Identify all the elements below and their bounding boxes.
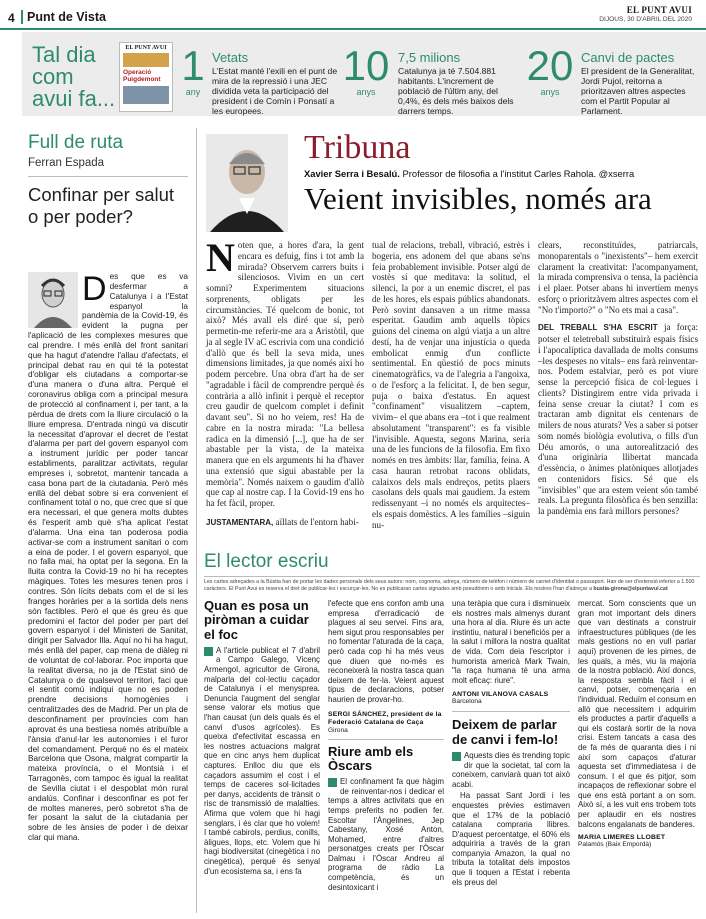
tal-dia-2-text: Catalunya ja té 7.504.881 habitants. L'increment de població de l'últim any, del 0,4%, és dels més baixos dels darrers temps.	[398, 66, 514, 116]
tal-dia-title-1: Tal dia	[32, 42, 96, 67]
letter-1-sig: SERGI SÁNCHEZ, president de la Federació Catalana de Caça	[328, 710, 442, 726]
tal-dia-3-text: El president de la Generalitat, Jordi Pujol, reitorna a prioritzaven altres aspectes com el Partit Popular al Parlament.	[581, 66, 695, 116]
author-photo-icon	[206, 134, 288, 232]
tal-dia-2-title: 7,5 milions	[398, 50, 461, 65]
column-rule	[28, 176, 188, 177]
tribuna-col3-rest	[538, 322, 698, 517]
page-header	[0, 0, 706, 28]
letters-col-2	[328, 599, 444, 892]
letter-3-place: Palamós (Baix Empordà)	[578, 841, 652, 849]
letter-3-body: Ha passat Sant Jordi i les enquestes prèvies estimaven que el 17% de la població catalana compraria llibres. D'aquest percentatge, el 60% els adquiriria a través de la gran companyia Amazon, la qual no tributa la totalitat dels impostos que li toquen a l'Estat i rebenta els preus del	[452, 791, 570, 887]
letter-1-lead: A l'article publicat el 7 d'abril a Campo Galego, Vicenç Armengol, agricultor de Girona, malparla del col·lectiu caçador de Catalunya i el menysprea. Denuncia l'augment del senglar sense valorar els motius que l'han causat (un dels quals és el canvi d'usos agrícoles). Es queixa d'efectivitat escassa en les nostres actuacions malgrat que en cinc anys hem duplicat captures. Enlloc diu que els caçadors assumim el cost i el temps de caceres sol·licitades per danys, accidents de trànsit o risc de transmissió de malalties. Afirma que volem que hi hagi senglars, i és clar que ho volem! I també cabirols, perdius, conills, àligues, llops, etc. Volem que hi hagi biodiversitat (cinegètica i no cinegètica), perquè és senyal d'un ecosistema sa, i ens fa	[204, 645, 320, 876]
issue-date: DIJOUS, 30 D'ABRIL DEL 2020	[599, 16, 692, 23]
letters-col-1	[204, 599, 320, 876]
tribuna-col1-end	[206, 517, 364, 529]
tribuna-col3-bold: DEL TREBALL S'HA ESCRIT	[538, 323, 658, 333]
header-rule	[0, 28, 706, 30]
lector-note	[204, 579, 700, 597]
letter-2-cont: una teràpia que cura i disminueix els nostres mals almenys durant una hora al dia. Riure és un acte instintiu, natural i beneficiós per a la salut i millora la nostra qualitat de vida. Com deia l'escriptor i humorista americà Mark Twain, "la raça humana té una arma molt eficaç: riure".	[452, 599, 570, 685]
page-number: 4	[8, 11, 15, 25]
tribuna-author-photo	[206, 134, 288, 232]
lector-note-email: bustia-girona@elpuntavui.cat	[593, 585, 668, 592]
letter-3-lead: Aquests dies és trending topic dir que la societat, tal com la coneixem, canviarà quan tot això acabi.	[452, 750, 570, 789]
thumb-masthead: EL PUNT AVUI	[125, 45, 167, 51]
tribuna-col1-end-text: aïllats de l'entorn habi-	[275, 516, 359, 527]
column-body-wrap	[28, 272, 188, 843]
tribuna-col2-text: tual de relacions, treball, vibració, estrès i bogeria, ens adonem del que abans se'ns feia probablement invisible. Potser algú de vostès sí que meditava: la solitud, el silenci, la por a un enemic discret, el pas de les hores, els espais públics abandonats. Però sovint dansaven a un ritme massa esperitat. Gaudim amb aquells tòpics guions del cinema on algú viatja a un altre destí, ha de venjar una injustícia o queda embolicat enmig d'un conflicte sentimental. En qüestió de pocs minuts cinematogràfics, va de l'alegria a l'angoixa, o de l'esforç a la felicitat. I, de ben segur, puja o baixa d'estatus. En aquest "confinament" visualitzem –captem, vivim– el que abans era –tot i que realment absolutament "transparent": es fa visible l'invisible. Aquesta, segons Marina, seria una de les funcions de la filosofia. Em fixo només en tres àmbits: llar, família, feina. A casa hauran retrobat racons oblidats, calaixos dels mals endreços, petits plaers casolans dels quals mai gaudiem. Ja estem redissenyant –i no només els arquitectes– els espais domèstics. A les famílies –siguin nu-	[372, 240, 530, 530]
thumb-photo-2	[123, 86, 169, 104]
tribuna-author: Xavier Serra i Besalú.	[304, 168, 400, 179]
letter-divider-2	[452, 711, 570, 712]
letters-col-4	[578, 599, 696, 848]
tal-dia-1-text: L'Estat manté l'exili en el punt de mira de la repressió i una JEC dividida veta la participació del president i de Comín i Ponsatí a les europees.	[212, 66, 338, 116]
tal-dia-3-unit: anys	[540, 87, 560, 97]
masthead: EL PUNT AVUI	[626, 5, 692, 15]
letter-2-marker	[328, 778, 337, 787]
letter-divider	[328, 739, 444, 740]
tribuna-article	[200, 128, 700, 528]
tribuna-byline	[304, 168, 700, 179]
letter-3-cont: mercat. Som conscients que un gran mot important dels diners que van destinats a construir infraestructures públiques (de les mals gestions no en vull parlar aquí) provenen de les pimes, de les quals, a més, viu la majoria de la nostra població. Així doncs, la resposta sembla fàcil i el canvi, potser, començaria en l'individual. Reduïm el consum en allò que necessitem i adquirim els productes a partir d'aquells a qui els costarà sortir de la nova crisi. Estem tancats a casa des de fa més de quaranta dies i ni així som capaços d'aturar aquesta set d'immediatesa i de consum. I el que és pitjor, som incapaços de reflexionar sobre el que ens està portant a on som. Això sí, a les vuit ens trobem tots per aplaudir en els nostres balcons engalanats de banderes.	[578, 599, 696, 829]
column-author: Ferran Espada	[28, 157, 105, 169]
letter-1-marker	[204, 647, 213, 656]
vertical-separator	[196, 128, 197, 913]
tribuna-label: Tribuna	[304, 129, 411, 166]
lector-title: El lector escriu	[204, 551, 329, 572]
letter-2-place: Barcelona	[452, 698, 482, 706]
letter-1-place: Girona	[328, 726, 348, 734]
tribuna-headline: Veient invisibles, només ara	[304, 181, 652, 216]
tal-dia-title-2: com	[32, 64, 74, 89]
letter-2-headline: Riure amb els Òscars	[328, 743, 414, 773]
letter-1-headline: Quan es posa un piròman a cuidar el foc	[204, 599, 309, 642]
letter-2-lead: El confinament fa que hàgim de reinventar-nos i dedicar el temps a altres activitats que en temps preferits no podien fer. Escoltar l'Àngelines, Jep Cabestany, Xosé Anton, Mohamed, entre d'altres personatges creats per l'Òscar Dalmau i l'Òscar Andreu al programa de ràdio La competència, és un desintoxicant i	[328, 777, 444, 892]
letter-3-marker	[452, 752, 461, 761]
letter-3-headline: Deixem de parlar de canvi i fem-lo!	[452, 717, 559, 747]
tal-dia-2-unit: anys	[356, 87, 376, 97]
tribuna-col-1	[206, 235, 364, 529]
front-page-thumbnail	[119, 42, 173, 112]
tal-dia-2-number: 10	[342, 42, 390, 89]
tal-dia-1-unit: any	[185, 87, 201, 97]
section-title: Punt de Vista	[27, 10, 106, 24]
tribuna-author-desc: Professor de filosofia a l'institut Carles Rahola. @xserra	[402, 168, 635, 179]
column-body: es que es va desfermar a Catalunya i a l'Estat espanyol la pandèmia de la Covid-19, és evident la pugna per l'aplicació de les complexes mesures que cal prendre. I més enllà del front sanitari que ha hagut d'atendre l'allau d'afectats, el principal debat rau en qui té la potestat d'obligar els ciutadans a comportar-se d'una manera o d'una altra. Perquè el coronavirus obliga com a principal mesura de protecció al confinament i, per tant, a la pèrdua de drets com la lliure circulació o la lliure empresa. D'entrada ningú va discutir la necessitat d'aprovar el decret de l'estat d'alarma per part del govern espanyol com a instrument jurídic per poder tancar establiments, paralitzar activitats, regular empreses i, sobretot, mantenir tancada a casa bona part de la ciutadania. Però més enllà del debat sobre si era convenient el confinament total o no, que crec que sí que era necessari, el que genera molts dubtes és l'esperit amb què s'ha aplicat l'estat d'alarma. Una eina tan poderosa podia activar-se com a instrument sanitari o com a eina de poder. I el govern espanyol, que no falla mai, ha optat per la segona. En la lluita contra la Covid-19 no hi ha receptes màgiques. Totes les mesures tenen pros i contres. Són lícits debats com el de si les franges horàries per a la sortida dels nens són factibles. Però el que és greu és que predomini el factor del poder per part del govern espanyol i del Ministeri de Sanitat, dirigit per Salvador Illa. Aquí no hi ha hagut, més enllà del paper, cap mena de diàleg ni de voluntat de col·laborar. Poc importa que la realitat diversa, no ja de l'Estat sinó de Catalunya o de qualsevol territori, faci que el sentit comú indiqui que no es poden prendre decisions homogènies i centralitzades des de Madrid. Per un pla de desconfinament per províncies com han aprovat és una bestiesa només atribuïble a l'ànsia d'anul·lar les autonomies i el furor del comandament. Perquè no és el mateix Barcelona que Osona, malgrat compartir la mateixa província, o el Montsià i el Tarragonès, com tampoc és igual la realitat de Sevilla ciutat i el despoblat món rural andalús. Confinar i desconfinar es pot fer de moltes maneres, però sobretot s'ha de fer posant la salut de la ciutadania per sobre de les ànsies de poder i de deixar clar qui mana.	[28, 272, 188, 843]
tal-dia-title-3: avui fa...	[32, 86, 116, 111]
letter-2-sig: ANTONI VILANOVA CASALS	[452, 691, 549, 699]
tribuna-col3-text: clears, reconstituïdes, patriarcals, monoparentals o "inexistents"– hem exercit clarament la creativitat: l'acompanyament, la mirada comprensiva o tensa, la paciència i el plaer. Potser abans hi invertíem menys esforç o prioritzàvem altres aspectes com el "No t'importo?" o "No ets mai a casa".	[538, 240, 698, 315]
tribuna-col1-text: oten que, a hores d'ara, la gent encara es defuig, fins i tot amb la mirada? Observem carrers buits i silenciosos. Vivim en un cert somni? Experimentem situacions sorprenents, obligats per les circumstàncies. Té quelcom de bonic, tot això? Més avall els diré que sí, però permetin-me referir-me ara a Aristòtil, que ja al segle IV aC escrivia com una condició d'allò que és bell la seva mida, unes dimensions limitades, ja que només així ho podem percebre. Una obra d'art ha de ser "agradable i fàcil de comprendre perquè és contrària a allò infinit i perquè el receptor creu gaudir de quelcom complet i definit davant seu". Si no ho veiem, res! Ha de cabre en la nostra mirada: "La bellesa radica en la dimensió [...], que ha de ser abastable per la vista, de la mateixa manera que en els arguments hi ha d'haver una extensió que sigui abastable per la memòria". Només naixem o gaudim d'allò que cap al nostre cap. I la Covid-19 ens ho ha fet fàcil, proper.	[206, 240, 364, 508]
tribuna-col-2	[372, 240, 530, 530]
tal-dia-box	[22, 32, 706, 116]
letters-col-3	[452, 599, 570, 887]
letter-3-sig: MARIA LIMERES LLOBET	[578, 834, 666, 842]
tal-dia-title	[32, 44, 115, 110]
tal-dia-1-number: 1	[181, 42, 205, 89]
tribuna-col-3	[538, 240, 698, 517]
lector-rule	[204, 576, 700, 577]
full-de-ruta-column	[28, 128, 188, 918]
header-divider	[21, 10, 23, 24]
portrait-sketch-icon	[28, 272, 78, 328]
tribuna-dropcap: N	[206, 235, 235, 280]
tal-dia-3-number: 20	[526, 42, 574, 89]
column-headline: Confinar per salut o per poder?	[28, 184, 175, 227]
lector-note-text: Les cartes adreçades a la Bústia han de portar les dades personals dels seus autors: nom, cognoms, adreça, número de telèfon i número de carnet d'identitat o passaport. Han de ser d'extensió inferior a 1.500 caràcters. El Punt Avui es reserva el dret de publicar-les i escurçar-les. No es publicaran cartes signades amb pseudònim o amb inicials. Els nostres l'han d'adreçar a	[204, 579, 695, 592]
column-dropcap: D	[82, 270, 107, 308]
author-portrait	[28, 272, 78, 328]
tal-dia-3-title: Canvi de pactes	[581, 50, 675, 65]
tal-dia-1-title: Vetats	[212, 50, 249, 65]
tribuna-col3-rest-text: ja força: potser el teletreball substituirà espais físics i l'apocalíptica davallada de molts consums –les despeses no vitals– ens farà reinventar-nos. Podem estalviar, però es pot viure sense la percepció física de col·legues i clients? Distingirem entre vida privada i feina sense creuar la ciutat? I com es tractaran amb dignitat els centenars de milers de nous aturats? Ves a saber si potser som només biològia evolutiva, o fills d'un Déu amorós, o una autorealització des d'una originària llibertat mancada d'essència, o ànimes platòniques allotjades en contenidors físics. Sé que els "invisibles" que ara estem veient són també reals. La pregunta filosòfica és ben senzilla: la pandèmia ens farà millors persones?	[538, 322, 699, 516]
column-label: Full de ruta	[28, 132, 124, 153]
thumb-photo	[123, 53, 169, 67]
letter-1-cont: l'efecte que ens confon amb una empresa d'erradicació de plagues al seu servei. Fins ara, hem sigut prou responsables per no fomentar l'aturada de la caça, però cada cop hi ha més veus que diuen que no-més es reconeixerà la nostra tasca quan deixem de fer-la. Veient aquest tipus de declaracions, potser haurien de provar-ho.	[328, 599, 444, 704]
tribuna-col1-bold: JUSTAMENTARA,	[206, 517, 274, 527]
thumb-headline: Operació Puigdemont	[123, 69, 161, 83]
lector-letters	[204, 599, 704, 917]
